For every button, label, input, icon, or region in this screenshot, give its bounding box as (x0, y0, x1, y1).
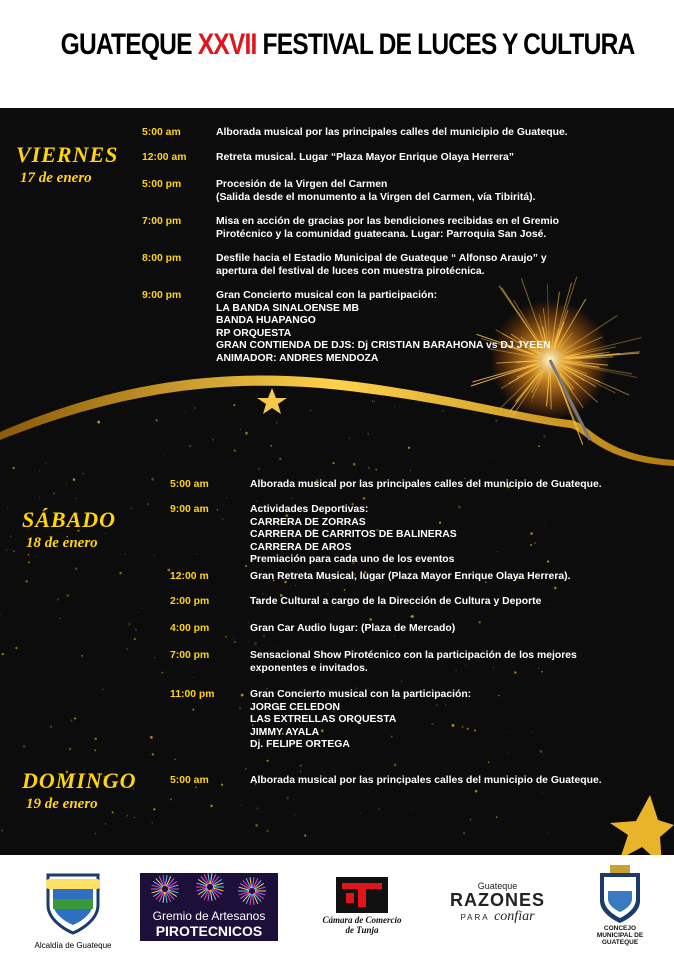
event-description (250, 479, 664, 492)
event-line: LAS EXTRELLAS ORQUESTA (250, 714, 397, 725)
event-line: Sensacional Show Pirotécnico con la participación de los mejores (250, 650, 577, 661)
event-description (250, 689, 664, 752)
event-description (216, 152, 664, 165)
event-time: 5:00 pm (142, 179, 182, 190)
crest-icon (592, 863, 648, 925)
event-line: (Salida desde el monumento a la Virgen del Carmen, vía Tibiritá). (216, 191, 536, 203)
event-line: Alborada musical por las principales calles del municipio de Guateque. (250, 775, 602, 786)
razones-top: Guateque (477, 881, 518, 891)
concejo-caption-c: GUATEQUE (601, 939, 639, 946)
header-banner (0, 0, 674, 108)
event-time: 4:00 pm (170, 623, 210, 634)
event-line: Procesión de la Virgen del Carmen (216, 179, 388, 190)
gremio-logo (140, 873, 278, 941)
event-line: Desfile hacia el Estadio Municipal de Guateque “ Alfonso Araujo” y (216, 253, 547, 264)
event-line: JORGE CELEDON (250, 701, 341, 713)
event-time: 9:00 pm (142, 290, 182, 301)
concejo-caption-b: MUNICIPAL DE (596, 932, 644, 939)
event-description (250, 504, 664, 567)
title-part-b: FESTIVAL DE LUCES Y CULTURA (256, 28, 635, 61)
razones-bot-b: confiar (494, 909, 535, 924)
event-line: Premiación para cada uno de los eventos (250, 554, 455, 565)
event-line: Alborada musical por las principales calles del municipio de Guateque. (216, 127, 568, 138)
event-time: 8:00 pm (142, 253, 182, 264)
event-line: CARRERA DE ZORRAS (250, 516, 366, 528)
sponsors-footer (0, 855, 674, 960)
fireworks-icon (140, 873, 278, 913)
day-date: 17 de enero (20, 170, 92, 186)
day-date: 19 de enero (26, 796, 98, 812)
camara-logo (300, 871, 424, 935)
event-line: Alborada musical por las principales calles del municipio de Guateque. (250, 479, 602, 490)
event-line: LA BANDA SINALOENSE MB (216, 302, 359, 314)
event-description (250, 596, 664, 609)
event-line: BANDA HUAPANGO (216, 315, 316, 326)
camara-emblem-icon (332, 871, 392, 915)
event-time: 7:00 pm (170, 650, 210, 661)
day-domingo (22, 768, 137, 813)
event-line: Pirotécnico y la comunidad guatecana. Lugar: Parroquia San José. (216, 228, 547, 240)
title-roman-numeral: XXVII (197, 28, 257, 61)
event-description (250, 571, 664, 584)
event-description (250, 650, 664, 675)
camara-caption-b: de Tunja (345, 925, 379, 935)
event-line: apertura del festival de luces con muestra pirotécnica. (216, 265, 485, 277)
event-time: 5:00 am (142, 127, 181, 138)
concejo-logo (580, 863, 660, 946)
event-description (216, 179, 664, 204)
event-line: exponentes e invitados. (250, 662, 368, 674)
day-name: SÁBADO (22, 507, 117, 532)
day-name: VIERNES (16, 142, 119, 167)
event-line: Actividades Deportivas: (250, 504, 369, 515)
gremio-caption-b: PIROTECNICOS (155, 923, 263, 939)
event-description (250, 775, 664, 788)
event-line: Gran Retreta Musical, lugar (Plaza Mayor Enrique Olaya Herrera). (250, 571, 571, 582)
small-star-icon (257, 388, 287, 414)
event-time: 12:00 m (170, 571, 209, 582)
event-time: 9:00 am (170, 504, 209, 515)
day-name: DOMINGO (22, 768, 137, 793)
event-line: Gran Concierto musical con la participación: (216, 290, 438, 301)
event-line: Retreta musical. Lugar “Plaza Mayor Enrique Olaya Herrera” (216, 152, 514, 163)
page-title (60, 28, 635, 62)
event-time: 7:00 pm (142, 216, 182, 227)
event-line: JIMMY AYALA (250, 726, 320, 738)
gremio-caption-a: Gremio de Artesanos (152, 909, 266, 923)
title-part-a: GUATEQUE (60, 28, 198, 61)
shield-icon (43, 865, 103, 935)
event-line: Tarde Cultural a cargo de la Dirección de Cultura y Deporte (250, 596, 542, 607)
event-description (216, 127, 664, 140)
event-line: RP ORQUESTA (216, 327, 292, 339)
camara-caption-a: Cámara de Comercio (322, 915, 402, 925)
event-time: 2:00 pm (170, 596, 210, 607)
concejo-caption-a: CONCEJO (603, 925, 637, 932)
razones-bot-a: PARA (460, 913, 490, 922)
event-line: Gran Car Audio lugar: (Plaza de Mercado) (250, 623, 456, 634)
razones-mid: RAZONES (449, 890, 545, 910)
event-line: CARRERA DE AROS (250, 541, 352, 553)
event-description (216, 290, 664, 365)
event-line: CARRERA DE CARRITOS DE BALINERAS (250, 529, 457, 540)
event-time: 11:00 pm (170, 689, 215, 700)
event-line: Gran Concierto musical con la participación: (250, 689, 472, 700)
event-time: 5:00 am (170, 775, 209, 786)
day-viernes (16, 142, 118, 187)
event-line: Dj. FELIPE ORTEGA (250, 739, 350, 750)
event-time: 12:00 am (142, 152, 187, 163)
alcaldia-caption: Alcaldía de Guateque (34, 941, 112, 950)
alcaldia-logo (28, 865, 118, 950)
event-description (216, 216, 664, 241)
event-line: Misa en acción de gracias por las bendiciones recibidas en el Gremio (216, 216, 560, 227)
event-description (216, 253, 664, 278)
event-time: 5:00 am (170, 479, 209, 490)
event-line: ANIMADOR: ANDRES MENDOZA (216, 352, 379, 364)
event-description (250, 623, 664, 636)
razones-logo (440, 881, 555, 925)
day-date: 18 de enero (26, 535, 98, 551)
event-line: GRAN CONTIENDA DE DJS: Dj CRISTIAN BARAHONA vs DJ JYEEN (216, 340, 551, 351)
day-sabado (22, 507, 116, 552)
